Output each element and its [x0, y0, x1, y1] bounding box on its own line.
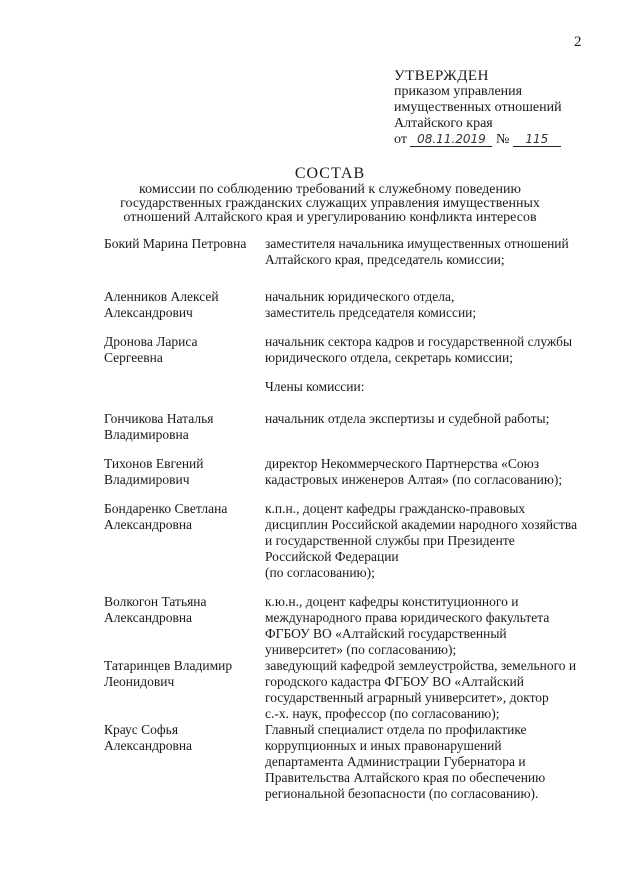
approval-stamp: [394, 68, 562, 148]
member-row: [104, 236, 604, 268]
member-row: [104, 722, 604, 802]
member-role-line: ФГБОУ ВО «Алтайский государственный: [265, 626, 507, 641]
document-subtitle-line: комиссии по соблюдению требований к служебному поведению: [139, 182, 521, 197]
member-name-line: Александровна: [104, 738, 193, 753]
member-name: [104, 289, 265, 321]
document-title-block: [90, 167, 570, 225]
member-role-line: Российской Федерации: [265, 549, 399, 564]
order-prefix: от: [394, 132, 407, 147]
approval-order-line: [394, 132, 562, 148]
member-role-line: с.-х. наук, профессор (по согласованию);: [265, 706, 500, 721]
member-name: [104, 411, 265, 443]
member-role-line: региональной безопасности (по согласованию).: [265, 786, 539, 801]
approval-line: приказом управления: [394, 84, 523, 99]
member-role-line: международного права юридического факультета: [265, 610, 550, 625]
member-role-line: (по согласованию);: [265, 565, 375, 580]
document-subtitle-line: отношений Алтайского края и урегулированию конфликта интересов: [123, 210, 537, 225]
member-role-line: заместителя начальника имущественных отношений: [265, 236, 569, 251]
member-row: [104, 289, 604, 321]
member-role: [265, 411, 595, 443]
commission-members: [104, 236, 604, 802]
member-row: [104, 594, 604, 658]
order-number: 115: [513, 133, 561, 147]
member-name: [104, 456, 265, 488]
member-row: [104, 334, 604, 366]
page-number: 2: [574, 34, 582, 50]
member-name-line: Леонидович: [104, 674, 175, 689]
member-role: [265, 658, 595, 722]
member-role-line: городского кадастра ФГБОУ ВО «Алтайский: [265, 674, 524, 689]
member-role-line: заместитель председателя комиссии;: [265, 305, 477, 320]
member-role-line: заведующий кафедрой землеустройства, земельного и: [265, 658, 577, 673]
member-role-line: начальник отдела экспертизы и судебной работы;: [265, 411, 550, 426]
member-role-line: юридического отдела, секретарь комиссии;: [265, 350, 513, 365]
member-row: [104, 501, 604, 581]
member-name: [104, 334, 265, 366]
member-role-line: кадастровых инженеров Алтая» (по согласованию);: [265, 472, 563, 487]
member-role-line: дисциплин Российской академии народного хозяйства: [265, 517, 578, 532]
member-role: [265, 594, 595, 658]
member-name-line: Татаринцев Владимир: [104, 658, 233, 673]
member-name: [104, 236, 265, 268]
member-name-line: Владимировна: [104, 427, 189, 442]
member-role: [265, 236, 595, 268]
document-title: СОСТАВ: [294, 165, 366, 182]
member-row: [104, 456, 604, 488]
member-name: [104, 501, 265, 581]
member-name-line: Тихонов Евгений: [104, 456, 204, 471]
member-role-line: и государственной службы при Президенте: [265, 533, 515, 548]
member-role-line: к.ю.н., доцент кафедры конституционного и: [265, 594, 519, 609]
approval-line: Алтайского края: [394, 116, 493, 131]
approval-line: имущественных отношений: [394, 100, 562, 115]
member-role-line: коррупционных и иных правонарушений: [265, 738, 502, 753]
member-name-line: Владимирович: [104, 472, 190, 487]
member-role: [265, 456, 595, 488]
member-role-line: директор Некоммерческого Партнерства «Союз: [265, 456, 540, 471]
member-role-line: начальник юридического отдела,: [265, 289, 455, 304]
order-number-prefix: №: [495, 132, 510, 147]
member-name-line: Аленников Алексей: [104, 289, 219, 304]
member-role-line: университет» (по согласованию);: [265, 642, 457, 657]
approval-heading: УТВЕРЖДЕН: [394, 68, 489, 84]
member-role-line: Главный специалист отдела по профилактике: [265, 722, 527, 737]
document-subtitle-line: государственных гражданских служащих управления имущественных: [120, 196, 540, 211]
member-role-line: департамента Администрации Губернатора и: [265, 754, 526, 769]
member-role: [265, 334, 595, 366]
member-name-line: Александровна: [104, 517, 193, 532]
member-name-line: Гончикова Наталья: [104, 411, 214, 426]
member-name-line: Бокий Марина Петровна: [104, 236, 247, 251]
member-name-line: Дронова Лариса: [104, 334, 198, 349]
member-row: [104, 658, 604, 722]
member-name: [104, 594, 265, 658]
members-section-label: Члены комиссии:: [265, 379, 365, 394]
member-role-line: начальник сектора кадров и государственной службы: [265, 334, 573, 349]
member-name-line: Краус Софья: [104, 722, 179, 737]
member-name: [104, 722, 265, 802]
member-name-line: Сергеевна: [104, 350, 163, 365]
member-name: [104, 658, 265, 722]
member-name-line: Александровна: [104, 610, 193, 625]
member-row: [104, 411, 604, 443]
member-role-line: Правительства Алтайского края по обеспечению: [265, 770, 546, 785]
member-name-line: Волкогон Татьяна: [104, 594, 207, 609]
member-role-line: Алтайского края, председатель комиссии;: [265, 252, 505, 267]
member-name-line: Бондаренко Светлана: [104, 501, 228, 516]
member-name-line: Александрович: [104, 305, 193, 320]
member-role-line: государственный аграрный университет», доктор: [265, 690, 549, 705]
member-role-line: к.п.н., доцент кафедры гражданско-правовых: [265, 501, 526, 516]
order-date: 08.11.2019: [410, 133, 492, 147]
member-role: [265, 501, 595, 581]
member-role: [265, 722, 595, 802]
member-role: [265, 289, 595, 321]
